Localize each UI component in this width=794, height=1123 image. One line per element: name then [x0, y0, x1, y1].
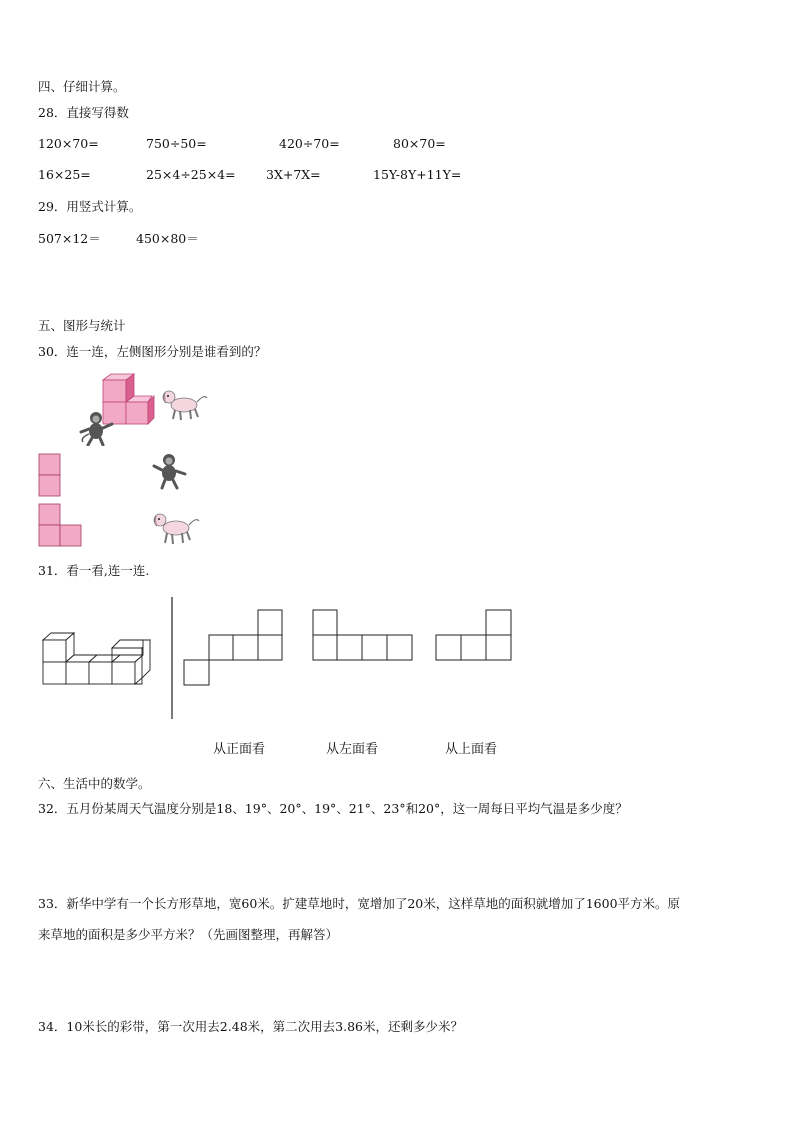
view-shape-b: [312, 609, 414, 663]
view-shape-a: [183, 609, 285, 687]
question-31-label: 31．看一看,连一连.: [38, 563, 150, 578]
view-shape-l-three: [38, 503, 84, 547]
question-30-label: 30．连一连，左侧图形分别是谁看到的？: [38, 344, 267, 359]
view-shape-c: [435, 609, 515, 663]
calc-item: 15Y-8Y+11Y=: [373, 167, 462, 182]
question-32: 32．五月份某周天气温度分别是18、19°、20°、19°、21°、23°和20°，这一周每日平均气温是多少度？: [38, 801, 628, 816]
vertical-calc-item: 450×80＝: [136, 231, 199, 246]
view-label-left: 从左面看: [326, 742, 379, 757]
section-6-heading: 六、生活中的数学。: [38, 776, 151, 791]
calc-item: 80×70=: [393, 136, 446, 151]
vertical-calc-item: 507×12＝: [38, 231, 101, 246]
view-label-front: 从正面看: [213, 742, 266, 757]
calc-item: 420÷70=: [279, 136, 340, 151]
dog-icon: [160, 388, 210, 422]
section-5-heading: 五、图形与统计: [38, 318, 126, 333]
section-4-heading: 四、仔细计算。: [38, 79, 126, 94]
calc-item: 16×25=: [38, 167, 91, 182]
calc-item: 750÷50=: [146, 136, 207, 151]
question-28-label: 28．直接写得数: [38, 105, 129, 120]
question-33-line-1: 33．新华中学有一个长方形草地，宽60米。扩建草地时，宽增加了20米，这样草地的面积就增加了1600平方米。原: [38, 896, 681, 911]
view-label-top: 从上面看: [445, 742, 498, 757]
monkey-icon: [152, 452, 188, 490]
question-34: 34．10米长的彩带，第一次用去2.48米，第二次用去3.86米，还剩多少米？: [38, 1019, 463, 1034]
dog-icon: [150, 510, 202, 546]
question-33-line-2: 来草地的面积是多少平方米？（先画图整理，再解答）: [38, 927, 339, 942]
calc-item: 3X+7X=: [266, 167, 321, 182]
vertical-divider: [170, 597, 174, 719]
monkey-icon: [78, 410, 114, 446]
calc-item: 25×4÷25×4=: [146, 167, 236, 182]
view-shape-vertical-two: [38, 453, 62, 497]
cube-arrangement-3d: [42, 630, 158, 688]
calc-item: 120×70=: [38, 136, 99, 151]
question-29-label: 29．用竖式计算。: [38, 199, 142, 214]
